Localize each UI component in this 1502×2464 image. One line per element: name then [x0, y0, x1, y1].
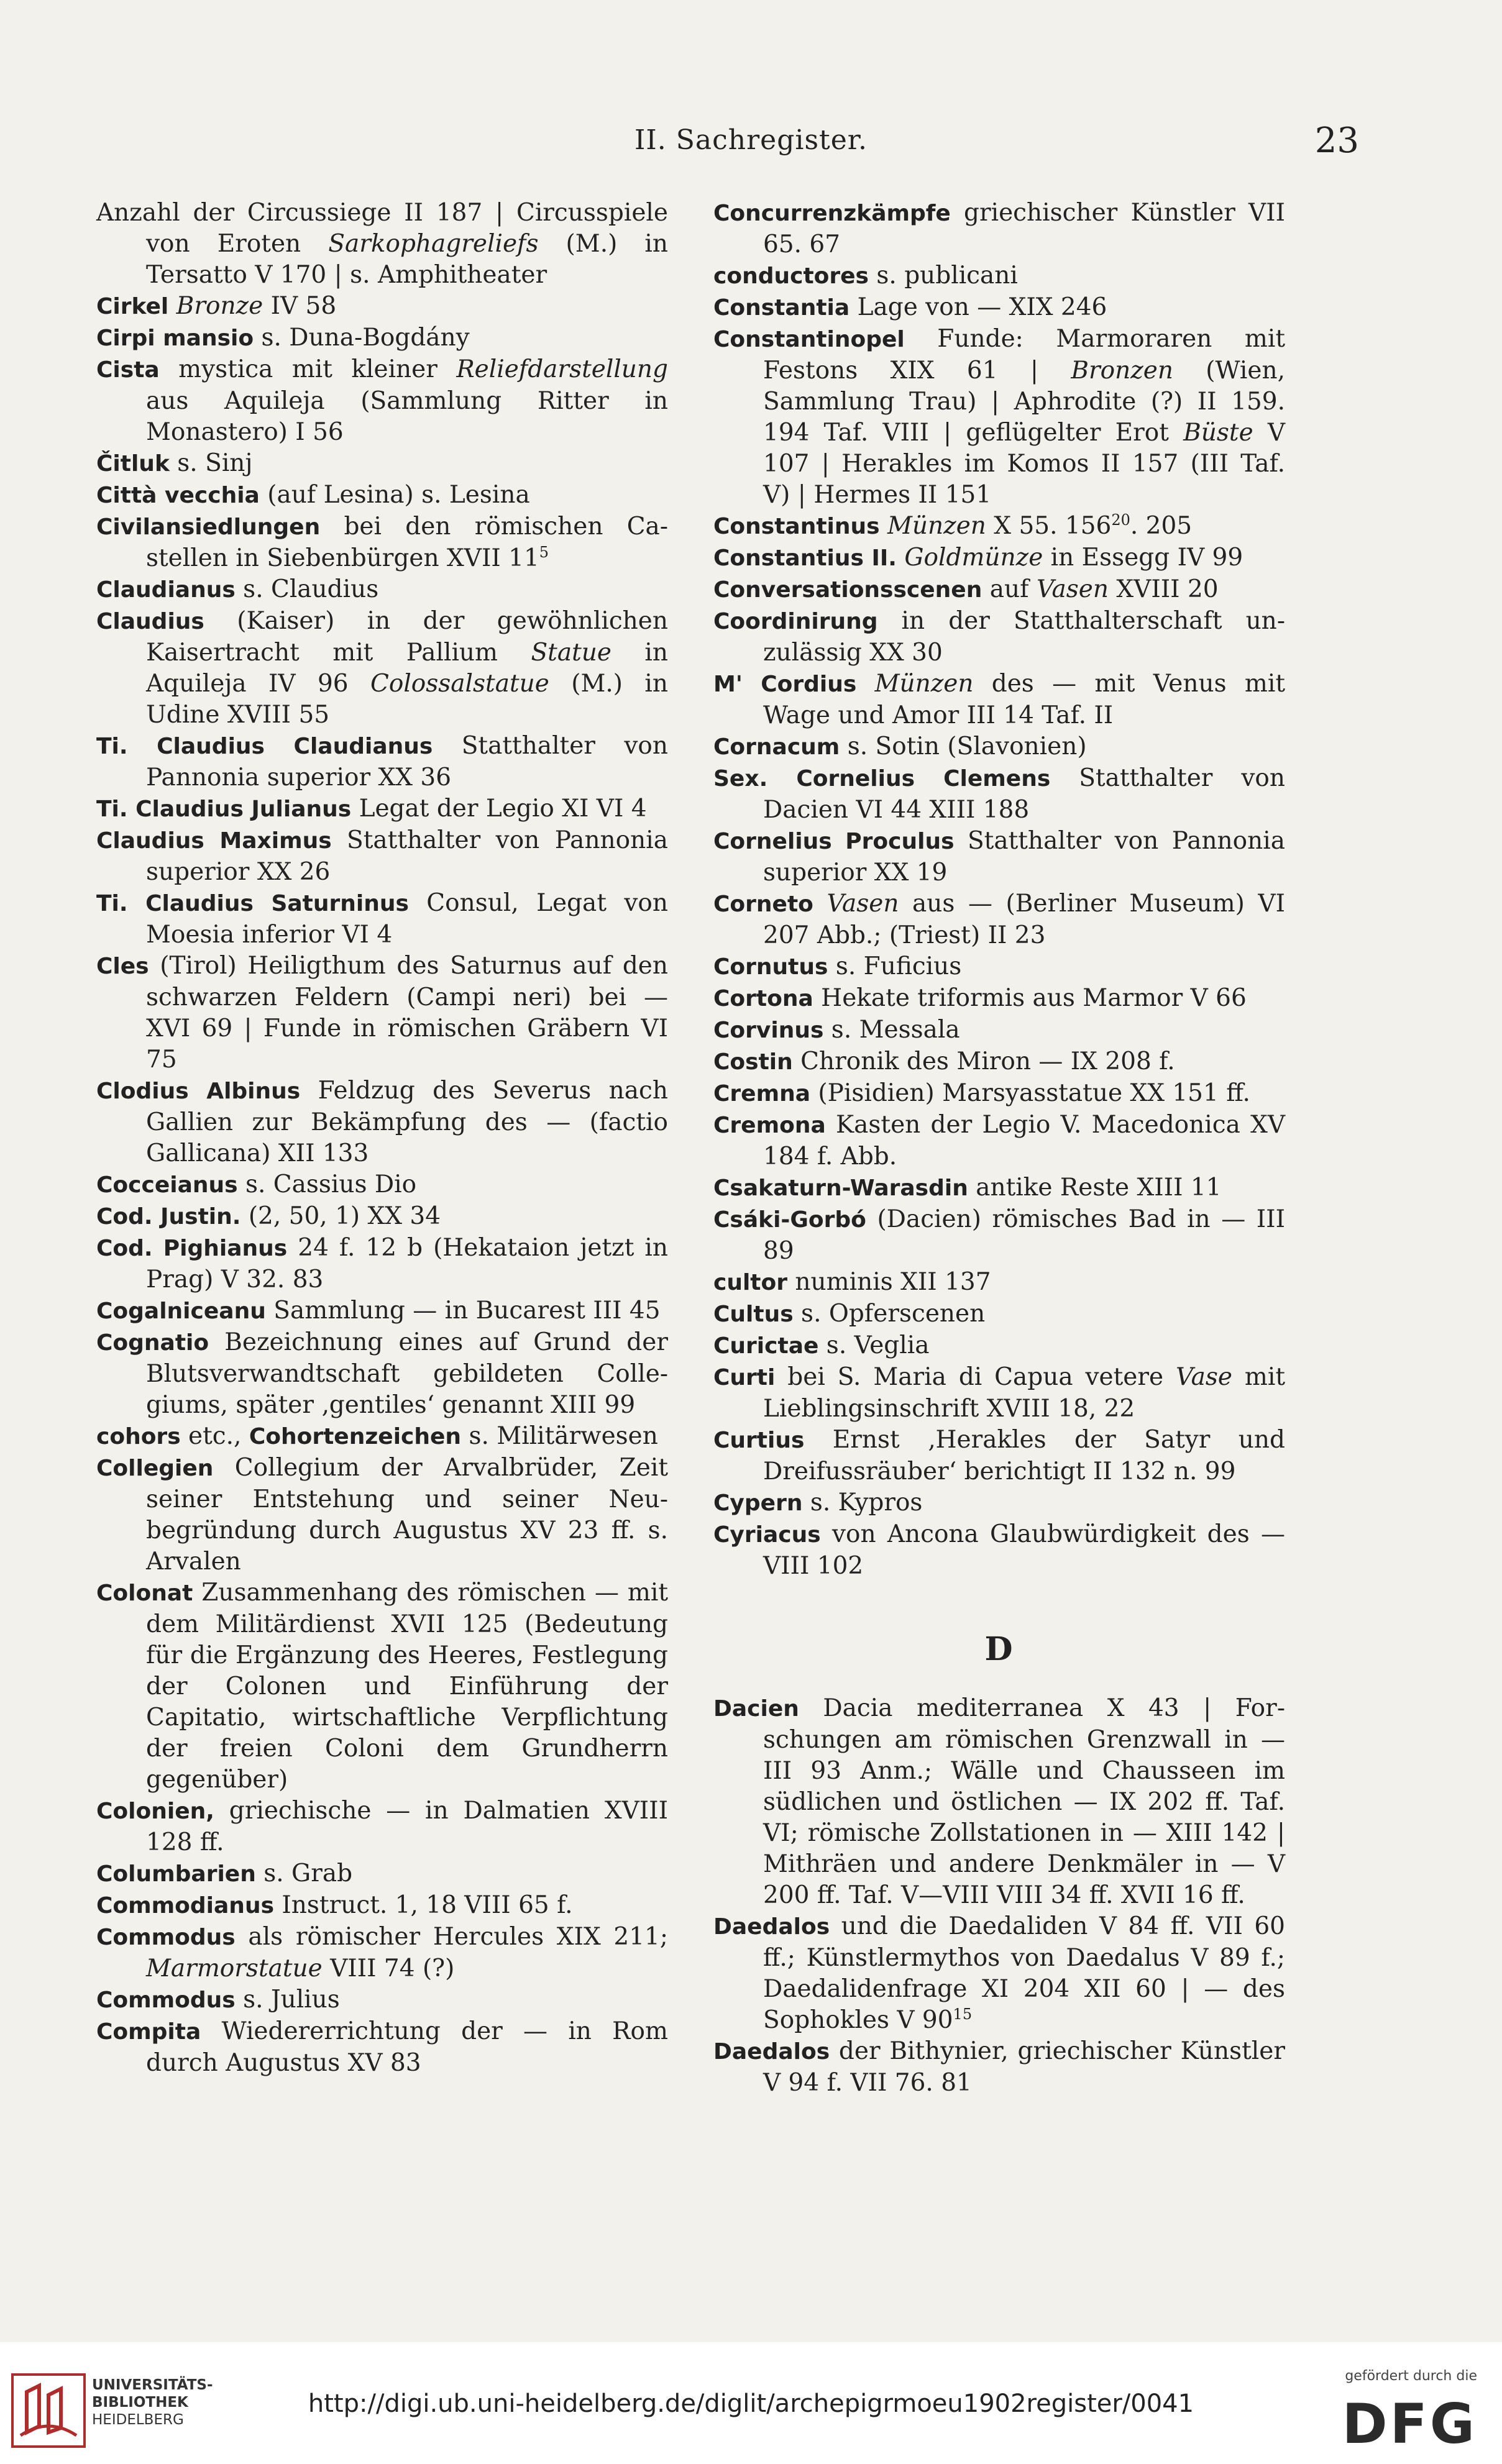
entry-text: griechischer Künstler VII 65. 67 [763, 199, 1285, 258]
entry-lemma: Cornacum [713, 734, 840, 760]
entry-text: (M.) in Udine XVIII 55 [146, 670, 668, 729]
entry-lemma: Ti. Claudius Claudianus [96, 734, 433, 759]
entry-lemma: Corneto [713, 892, 813, 917]
entry-text: bei S. Maria di Capua vetere [775, 1363, 1176, 1391]
entry-lemma: Commodianus [96, 1893, 274, 1919]
entry-lemma: Sex. Cornelius Clemens [713, 766, 1051, 792]
index-entry [96, 480, 668, 511]
entry-lemma: Cornelius Proculus [713, 829, 955, 854]
index-entry [96, 1169, 668, 1201]
entry-text: IV 58 [263, 292, 337, 320]
entry-lemma: Cremona [713, 1113, 826, 1138]
index-entry [713, 1362, 1285, 1425]
index-entry [713, 292, 1285, 324]
entry-text: s. Veglia [818, 1331, 930, 1359]
entry-text: s. Fuficius [828, 952, 962, 980]
index-entry [96, 1201, 668, 1233]
entry-italic-text: Vasen [1036, 575, 1109, 603]
index-entry [713, 951, 1285, 983]
entry-lemma: Costin [713, 1049, 793, 1075]
entry-lemma: Curictae [713, 1333, 819, 1359]
index-entry [96, 511, 668, 574]
entry-text: Statthalter von Pannonia superior XX 26 [146, 826, 668, 886]
index-entry [713, 731, 1285, 763]
index-entry [96, 1577, 668, 1796]
entry-text: Bezeichnung eines auf Grund der Blutsverwandtschaft gebildeten Collegiums, später ‚gentiles‘ genannt XIII 99 [146, 1328, 668, 1419]
index-entry [713, 324, 1285, 511]
entry-lemma: Claudianus [96, 577, 236, 603]
index-entry [96, 198, 668, 291]
index-entry [96, 1075, 668, 1169]
index-entry [713, 888, 1285, 951]
entry-lemma: Conversationsscenen [713, 577, 982, 603]
source-url-link[interactable]: http://digi.ub.uni-heidelberg.de/diglit/archepigrmoeu1902register/0041 [308, 2389, 1194, 2418]
entry-text: s. Messala [823, 1016, 960, 1044]
index-entry [96, 1295, 668, 1327]
entry-lemma: Compita [96, 2019, 201, 2045]
entry-text: X 55. 156 [986, 512, 1112, 540]
entry-text: bei den römischen Castellen in Siebenbürgen XVII 11 [146, 513, 668, 572]
index-entry [713, 511, 1285, 542]
entry-text: Ernst ‚Herakles der Satyr und Dreifussräuber‘ berichtigt II 132 n. 99 [763, 1426, 1285, 1485]
entry-text: Legat der Legio XI VI 4 [351, 795, 647, 823]
entry-text [856, 670, 874, 698]
entry-text: Instruct. 1, 18 VIII 65 f. [274, 1891, 573, 1919]
entry-text [880, 512, 887, 540]
entry-text: s. Julius [235, 1986, 340, 2014]
entry-italic-text: Münzen [874, 670, 974, 698]
entry-text: s. publicani [868, 262, 1018, 290]
entry-lemma: M' Cordius [713, 672, 857, 697]
entry-text: XVIII 20 [1109, 575, 1219, 603]
entry-text: (Pisidien) Marsyasstatue XX 151 ff. [810, 1079, 1250, 1107]
entry-text: s. Kypros [802, 1489, 923, 1517]
running-header [93, 121, 1409, 168]
entry-italic-text: Vasen [827, 890, 899, 918]
entry-italic-text: Sarkophagreliefs [328, 230, 539, 258]
entry-lemma: Cles [96, 954, 149, 979]
index-entry [96, 1796, 668, 1858]
index-entry [96, 731, 668, 793]
entry-text: der Bithynier, griechischer Künstler V 94 f. VII 76. 81 [763, 2037, 1285, 2097]
page-number: 23 [1314, 121, 1359, 161]
entry-italic-text: Vase [1176, 1363, 1232, 1391]
entry-italic-text: Marmorstatue [146, 1955, 323, 1983]
index-entry [713, 983, 1285, 1015]
index-entry [96, 1858, 668, 1890]
entry-lemma: Corvinus [713, 1018, 824, 1043]
library-line-2: BIBLIOTHEK [92, 2394, 188, 2411]
index-entry [96, 888, 668, 951]
entry-lemma: conductores [713, 263, 869, 289]
entry-lemma: Cirpi mansio [96, 326, 254, 351]
index-entry [713, 668, 1285, 731]
entry-text: VIII 74 (?) [322, 1955, 455, 1983]
entry-lemma: Cortona [713, 986, 813, 1011]
entry-text: griechische — in Dalmatien XVIII 128 ff. [146, 1797, 668, 1856]
entry-text: in Aquileja IV 96 [146, 639, 668, 698]
index-entry [713, 1298, 1285, 1330]
entry-lemma: Constantia [713, 295, 850, 321]
entry-lemma: Cirkel [96, 294, 169, 319]
index-entry [713, 1172, 1285, 1204]
entry-lemma: Cypern [713, 1490, 803, 1516]
entry-lemma: Concurrenzkämpfe [713, 201, 951, 226]
entry-text: Lage von — XIX 246 [849, 293, 1107, 321]
index-entry [96, 1890, 668, 1922]
entry-text: Kasten der Legio V. Macedonica XV 184 f. Abb. [763, 1111, 1285, 1170]
entry-lemma: Ti. Claudius Julianus [96, 796, 352, 822]
index-entry [713, 1015, 1285, 1046]
entry-text [813, 890, 827, 918]
index-entry [713, 1425, 1285, 1487]
entry-text: als römischer Hercules XIX 211; [235, 1923, 668, 1951]
index-entry [96, 793, 668, 825]
index-entry [96, 606, 668, 731]
index-entry [713, 606, 1285, 668]
entry-text: Collegium der Arvalbrüder, Zeit seiner Entstehung und seiner Neubegründung durch Augustus XV 23 ff. s. Arvalen [146, 1454, 668, 1576]
entry-text: auf [982, 575, 1037, 603]
entry-text [897, 544, 904, 572]
index-entry [96, 322, 668, 354]
entry-italic-text: Münzen [887, 512, 986, 540]
index-entry [713, 1267, 1285, 1298]
right-column [713, 198, 1285, 2099]
entry-italic-text: Reliefdarstellung [456, 355, 668, 383]
entry-text: des — mit Venus mit Wage und Amor III 14 Taf. II [763, 670, 1285, 729]
entry-lemma: Collegien [96, 1456, 214, 1481]
index-entry [96, 1327, 668, 1421]
entry-text: (Kaiser) in der gewöhnlichen Kaisertracht mit Pallium [146, 607, 668, 667]
entry-lemma: Commodus [96, 1987, 236, 2013]
index-entry [713, 1487, 1285, 1519]
entry-text: mystica mit kleiner [159, 355, 457, 383]
entry-lemma: Curtius [713, 1428, 805, 1453]
entry-text: aus Aquileja (Sammlung Ritter in Monastero) I 56 [146, 387, 668, 446]
entry-text: s. Sotin (Slavonien) [840, 732, 1087, 760]
index-entry [713, 1693, 1285, 1911]
entry-text: antike Reste XIII 11 [968, 1174, 1222, 1202]
library-line-1: UNIVERSITÄTS- [92, 2377, 213, 2393]
entry-text: mit Lieblingsinschrift XVIII 18, 22 [763, 1363, 1285, 1423]
entry-lemma: Daedalos [713, 2039, 830, 2065]
index-entry [96, 2016, 668, 2079]
entry-text: s. Claudius [235, 575, 379, 603]
entry-text: Statthalter von Pannonia superior XX 36 [146, 732, 668, 792]
entry-superscript: 5 [539, 544, 549, 561]
index-entry [96, 291, 668, 322]
entry-text: Anzahl der Circussiege II 187 | Circusspiele von Eroten [96, 199, 668, 258]
entry-text [168, 292, 176, 320]
entry-lemma: Csáki-Gorbó [713, 1207, 866, 1233]
index-entry [713, 542, 1285, 574]
funded-by-label: gefördert durch die [1345, 2368, 1477, 2384]
index-entry [713, 763, 1285, 826]
entry-lemma: Dacien [713, 1696, 799, 1722]
entry-lemma: Commodus [96, 1925, 236, 1950]
entry-text: aus — (Berliner Museum) VI 207 Abb.; (Triest) II 23 [763, 890, 1285, 949]
index-entry [713, 198, 1285, 260]
entry-text: (M.) in Tersatto V 170 | s. Amphitheater [146, 230, 668, 289]
index-entry [713, 826, 1285, 888]
index-entry [713, 1110, 1285, 1172]
entry-lemma: Daedalos [713, 1914, 830, 1940]
library-line-3: HEIDELBERG [92, 2412, 184, 2428]
index-entry [96, 825, 668, 888]
entry-italic-text: Colossalstatue [370, 670, 549, 698]
entry-text: und die Daedaliden V 84 ff. VII 60 ff.; Künstlermythos von Daedalus V 89 f.; Daedalidenfrage XI 204 XII 60 | — des Sophokles V 90 [763, 1912, 1285, 2034]
entry-italic-text: Büste [1183, 419, 1253, 447]
index-entry [96, 1453, 668, 1577]
entry-lemma: Colonat [96, 1581, 193, 1606]
entry-lemma: Constantinus [713, 514, 880, 539]
entry-text: Chronik des Miron — IX 208 f. [792, 1047, 1175, 1075]
entry-text: (Tirol) Heiligthum des Saturnus auf den schwarzen Feldern (Campi neri) bei — XVI 69 | Funde in römischen Gräbern VI 75 [146, 952, 668, 1074]
entry-text: in der Statthalterschaft unzulässig XX 30 [763, 607, 1285, 667]
index-entry [713, 1046, 1285, 1078]
left-column [96, 198, 668, 2079]
footer [0, 2342, 1502, 2464]
entry-italic-text: Bronze [176, 292, 263, 320]
entry-lemma: Columbarien [96, 1861, 256, 1887]
entry-text: etc., [180, 1422, 249, 1450]
index-entry [713, 1330, 1285, 1362]
entry-text: V 107 | Herakles im Komos II 157 (III Taf. V) | Hermes II 151 [763, 419, 1286, 509]
entry-lemma: Civilansiedlungen [96, 514, 321, 540]
entry-lemma: Čitluk [96, 451, 170, 477]
entry-text: s. Cassius Dio [237, 1170, 417, 1198]
entry-text: Feldzug des Severus nach Gallien zur Bekämpfung des — (factio Gallicana) XII 133 [146, 1077, 668, 1167]
entry-text: Wiedererrichtung der — in Rom durch Augustus XV 83 [146, 2017, 668, 2077]
index-entry [713, 1078, 1285, 1110]
letter-heading: D [984, 1630, 1014, 1668]
entry-lemma: cultor [713, 1270, 788, 1295]
entry-lemma: Cocceianus [96, 1172, 238, 1198]
entry-superscript: 15 [953, 2005, 973, 2023]
index-entry [96, 951, 668, 1075]
entry-lemma: Constantius II. [713, 545, 897, 571]
section-title: II. Sachregister. [634, 124, 868, 156]
entry-lemma: cohors [96, 1424, 181, 1449]
entry-text: Hekate triformis aus Marmor V 66 [813, 984, 1247, 1012]
entry-lemma: Cod. Justin. [96, 1204, 241, 1230]
entry-text: s. Sinj [169, 449, 253, 477]
entry-lemma: Cista [96, 357, 160, 383]
entry-text: s. Grab [255, 1859, 353, 1887]
entry-lemma: Claudius Maximus [96, 828, 332, 854]
dfg-logo: DFG [1342, 2392, 1477, 2456]
index-entry [713, 2036, 1285, 2099]
index-entry [96, 574, 668, 606]
entry-lemma: Cohortenzeichen [249, 1424, 462, 1449]
entry-text: s. Duna-Bogdány [254, 324, 470, 352]
index-entry [96, 1984, 668, 2016]
entry-lemma: Constantinopel [713, 327, 905, 352]
entry-text: Sammlung — in Bucarest III 45 [265, 1297, 661, 1325]
entry-text: (2, 50, 1) XX 34 [240, 1202, 441, 1230]
entry-text: . 205 [1130, 512, 1193, 540]
entry-lemma: Cultus [713, 1302, 794, 1327]
entry-lemma: Curti [713, 1365, 776, 1390]
index-entry [713, 574, 1285, 606]
entry-lemma: Cremna [713, 1081, 811, 1107]
index-entry [713, 1204, 1285, 1267]
entry-superscript: 20 [1111, 511, 1130, 529]
index-entry [713, 260, 1285, 292]
index-entry [96, 1233, 668, 1295]
index-entry [713, 1519, 1285, 1582]
entry-lemma: Cognatio [96, 1330, 209, 1356]
index-entry [96, 448, 668, 480]
entry-italic-text: Bronzen [1071, 357, 1173, 385]
entry-text: Zusammenhang des römischen — mit dem Militärdienst XVII 125 (Bedeutung für die Ergänzung des Heeres, Festlegung der Colonen und Einführung der Capitatio, wirtschaftliche Verpflichtung der freien Coloni dem Grundherrn gegenüber) [146, 1579, 668, 1794]
index-entry [96, 1922, 668, 1984]
entry-lemma: Cornutus [713, 954, 828, 980]
index-entry [713, 1911, 1285, 2036]
entry-italic-text: Goldmünze [904, 544, 1043, 572]
entry-text: (Wien, Sammlung Trau) | Aphrodite (?) II 159. 194 Taf. VIII | geflügelter Erot [763, 357, 1285, 447]
entry-text: von Ancona Glaubwürdigkeit des — VIII 102 [763, 1520, 1285, 1580]
entry-text: Consul, Legat von Moesia inferior VI 4 [146, 889, 668, 949]
entry-text: s. Militärwesen [461, 1422, 658, 1450]
entry-text: 24 f. 12 b (Hekataion jetzt in Prag) V 32. 83 [146, 1234, 668, 1294]
entry-lemma: Clodius Albinus [96, 1079, 301, 1104]
index-entry [96, 354, 668, 448]
entry-text: s. Opferscenen [793, 1300, 986, 1328]
entry-text: numinis XII 137 [787, 1268, 991, 1296]
entry-lemma: Colonien, [96, 1799, 214, 1824]
entry-lemma: Cogalniceanu [96, 1298, 266, 1324]
entry-lemma: Cyriacus [713, 1522, 821, 1548]
index-entry [96, 1421, 668, 1453]
entry-lemma: Claudius [96, 609, 204, 634]
entry-text: (Dacien) römisches Bad in — III 89 [763, 1205, 1285, 1265]
entry-text: Funde: Marmoraren mit Festons XIX 61 | [763, 325, 1285, 385]
entry-italic-text: Statue [531, 639, 611, 667]
entry-lemma: Città vecchia [96, 483, 260, 508]
entry-text: in Essegg IV 99 [1043, 544, 1243, 572]
entry-text: Statthalter von Dacien VI 44 XIII 188 [763, 764, 1285, 824]
entry-lemma: Cod. Pighianus [96, 1236, 288, 1261]
entry-lemma: Ti. Claudius Saturninus [96, 891, 409, 916]
entry-text: Statthalter von Pannonia superior XX 19 [763, 827, 1285, 887]
entry-text: Dacia mediterranea X 43 | Forschungen am römischen Grenzwall in — III 93 Anm.; Wälle und Chausseen im südlichen und östlichen — IX 202 ff. Taf. VI; römische Zollstationen in — XIII 142 | Mithräen und andere Denkmäler in — V 200 ff. Taf. V—VIII VIII 34 ff. XVII 16 ff. [763, 1694, 1285, 1909]
entry-text: (auf Lesina) s. Lesina [259, 481, 530, 509]
entry-lemma: Csakaturn-Warasdin [713, 1175, 968, 1201]
entry-lemma: Coordinirung [713, 609, 878, 634]
